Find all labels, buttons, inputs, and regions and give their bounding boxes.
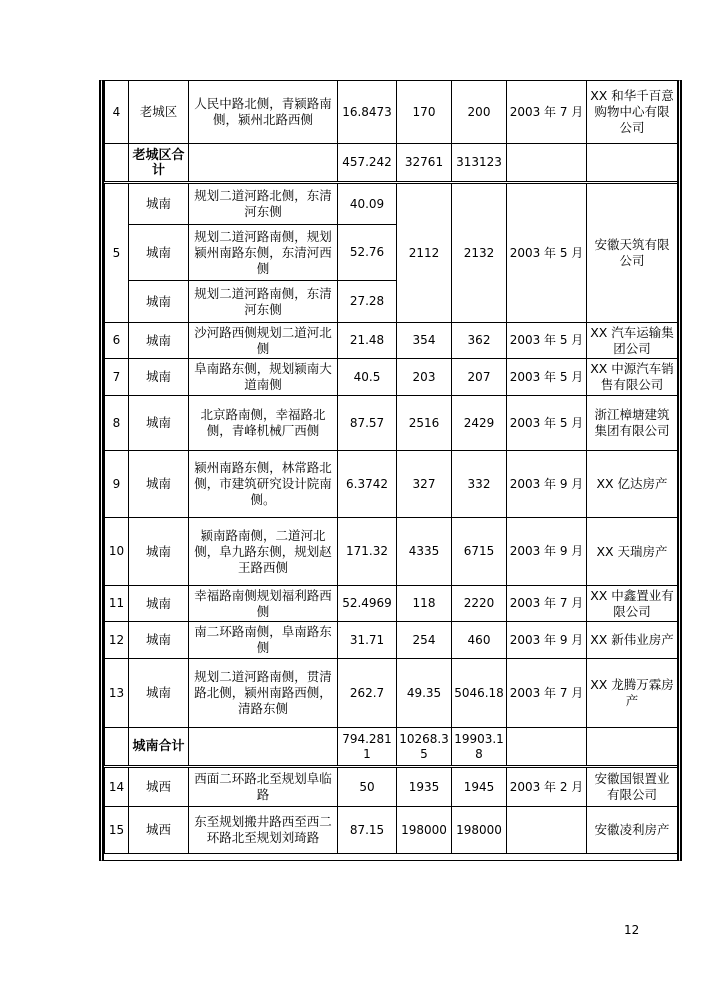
date-cell: 2003 年 2 月	[507, 767, 587, 807]
row-number: 7	[105, 359, 129, 396]
table-row	[105, 451, 678, 518]
row-number: 8	[105, 396, 129, 451]
subtotal-value-2: 32761	[397, 144, 452, 183]
value-2-cell: 1935	[397, 767, 452, 807]
date-cell: 2003 年 5 月	[507, 396, 587, 451]
value-area-cell: 27.28	[338, 281, 397, 323]
value-area-cell: 52.76	[338, 225, 397, 281]
date-cell: 2003 年 9 月	[507, 518, 587, 586]
value-3-cell: 5046.18	[452, 659, 507, 728]
date-cell: 2003 年 7 月	[507, 81, 587, 144]
area-cell: 城南	[129, 659, 189, 728]
value-area-cell: 87.57	[338, 396, 397, 451]
company-cell: 安徽国银置业有限公司	[587, 767, 678, 807]
table-row	[105, 359, 678, 396]
value-3-cell: 198000	[452, 807, 507, 854]
table-row	[105, 518, 678, 586]
company-cell: XX 汽车运输集团公司	[587, 323, 678, 359]
date-cell: 2003 年 5 月	[507, 183, 587, 323]
location-cell: 人民中路北侧，青颍路南侧，颍州北路西侧	[189, 81, 338, 144]
land-transfer-table	[104, 80, 678, 854]
value-2-cell: 2516	[397, 396, 452, 451]
value-area-cell: 40.5	[338, 359, 397, 396]
value-area-cell: 31.71	[338, 622, 397, 659]
value-2-cell: 170	[397, 81, 452, 144]
date-cell: 2003 年 9 月	[507, 622, 587, 659]
location-cell: 规划二道河路南侧，贯清路北侧，颍州南路西侧，清路东侧	[189, 659, 338, 728]
value-2-cell: 254	[397, 622, 452, 659]
company-cell: XX 新伟业房产	[587, 622, 678, 659]
area-cell: 城南	[129, 359, 189, 396]
location-cell: 幸福路南侧规划福利路西侧	[189, 586, 338, 622]
row-number: 4	[105, 81, 129, 144]
value-2-cell: 49.35	[397, 659, 452, 728]
company-cell: 安徽天筑有限公司	[587, 183, 678, 323]
date-cell: 2003 年 7 月	[507, 659, 587, 728]
value-3-cell: 200	[452, 81, 507, 144]
value-2-cell: 354	[397, 323, 452, 359]
company-cell: XX 中源汽车销售有限公司	[587, 359, 678, 396]
value-3-cell: 2132	[452, 183, 507, 323]
table-row	[105, 183, 678, 225]
area-cell: 城南	[129, 396, 189, 451]
area-cell: 城西	[129, 807, 189, 854]
row-number: 10	[105, 518, 129, 586]
table-row	[105, 586, 678, 622]
value-area-cell: 262.7	[338, 659, 397, 728]
row-number: 12	[105, 622, 129, 659]
row-number: 13	[105, 659, 129, 728]
subtotal-value-1: 457.242	[338, 144, 397, 183]
company-cell: XX 亿达房产	[587, 451, 678, 518]
value-area-cell: 40.09	[338, 183, 397, 225]
area-cell: 城南	[129, 281, 189, 323]
value-area-cell: 21.48	[338, 323, 397, 359]
value-3-cell: 332	[452, 451, 507, 518]
subtotal-value-3: 19903.18	[452, 728, 507, 767]
value-3-cell: 2220	[452, 586, 507, 622]
location-cell: 规划二道河路南侧，规划颍州南路东侧，东清河西侧	[189, 225, 338, 281]
company-cell: 安徽凌利房产	[587, 807, 678, 854]
company-cell: XX 天瑞房产	[587, 518, 678, 586]
row-number: 6	[105, 323, 129, 359]
area-cell: 城南	[129, 451, 189, 518]
value-area-cell: 87.15	[338, 807, 397, 854]
value-3-cell: 1945	[452, 767, 507, 807]
area-cell: 城南	[129, 518, 189, 586]
row-number: 5	[105, 183, 129, 323]
value-2-cell: 2112	[397, 183, 452, 323]
value-area-cell: 52.4969	[338, 586, 397, 622]
table-row	[105, 767, 678, 807]
location-cell: 规划二道河路南侧，东清河东侧	[189, 281, 338, 323]
company-cell: XX 和华千百意购物中心有限公司	[587, 81, 678, 144]
subtotal-value-3: 313123	[452, 144, 507, 183]
value-area-cell: 171.32	[338, 518, 397, 586]
value-area-cell: 6.3742	[338, 451, 397, 518]
table-row	[105, 396, 678, 451]
location-cell: 南二环路南侧，阜南路东侧	[189, 622, 338, 659]
value-2-cell: 203	[397, 359, 452, 396]
table-row	[105, 622, 678, 659]
area-cell: 城南	[129, 183, 189, 225]
subtotal-row	[105, 728, 678, 767]
value-3-cell: 6715	[452, 518, 507, 586]
subtotal-value-2: 10268.35	[397, 728, 452, 767]
value-area-cell: 16.8473	[338, 81, 397, 144]
subtotal-label: 城南合计	[129, 728, 189, 767]
value-2-cell: 327	[397, 451, 452, 518]
date-cell: 2003 年 9 月	[507, 451, 587, 518]
subtotal-label: 老城区合计	[129, 144, 189, 183]
row-number: 11	[105, 586, 129, 622]
table-row	[105, 807, 678, 854]
date-cell: 2003 年 5 月	[507, 359, 587, 396]
page-number: 12	[624, 923, 640, 937]
value-area-cell: 50	[338, 767, 397, 807]
subtotal-value-1: 794.2811	[338, 728, 397, 767]
date-cell: 2003 年 7 月	[507, 586, 587, 622]
location-cell: 规划二道河路北侧，东清河东侧	[189, 183, 338, 225]
value-2-cell: 4335	[397, 518, 452, 586]
area-cell: 城南	[129, 622, 189, 659]
location-cell: 沙河路西侧规划二道河北侧	[189, 323, 338, 359]
table-row	[105, 659, 678, 728]
location-cell: 西面二环路北至规划阜临路	[189, 767, 338, 807]
location-cell: 颍南路南侧，二道河北侧，阜九路东侧，规划赵王路西侧	[189, 518, 338, 586]
value-3-cell: 460	[452, 622, 507, 659]
value-2-cell: 118	[397, 586, 452, 622]
location-cell: 北京路南侧，幸福路北侧，青峰机械厂西侧	[189, 396, 338, 451]
value-2-cell: 198000	[397, 807, 452, 854]
value-3-cell: 362	[452, 323, 507, 359]
location-cell: 颍州南路东侧，林常路北侧，市建筑研究设计院南侧。	[189, 451, 338, 518]
table-row	[105, 81, 678, 144]
area-cell: 城南	[129, 323, 189, 359]
location-cell: 阜南路东侧，规划颍南大道南侧	[189, 359, 338, 396]
subtotal-row	[105, 144, 678, 183]
table-row	[105, 323, 678, 359]
company-cell: XX 中鑫置业有限公司	[587, 586, 678, 622]
area-cell: 老城区	[129, 81, 189, 144]
row-number: 15	[105, 807, 129, 854]
location-cell: 东至规划搬井路西至西二环路北至规划刘琦路	[189, 807, 338, 854]
value-3-cell: 2429	[452, 396, 507, 451]
row-number: 9	[105, 451, 129, 518]
company-cell: XX 龙腾万霖房产	[587, 659, 678, 728]
area-cell: 城南	[129, 586, 189, 622]
area-cell: 城南	[129, 225, 189, 281]
company-cell: 浙江樟塘建筑集团有限公司	[587, 396, 678, 451]
value-3-cell: 207	[452, 359, 507, 396]
date-cell	[507, 807, 587, 854]
area-cell: 城西	[129, 767, 189, 807]
date-cell: 2003 年 5 月	[507, 323, 587, 359]
row-number: 14	[105, 767, 129, 807]
